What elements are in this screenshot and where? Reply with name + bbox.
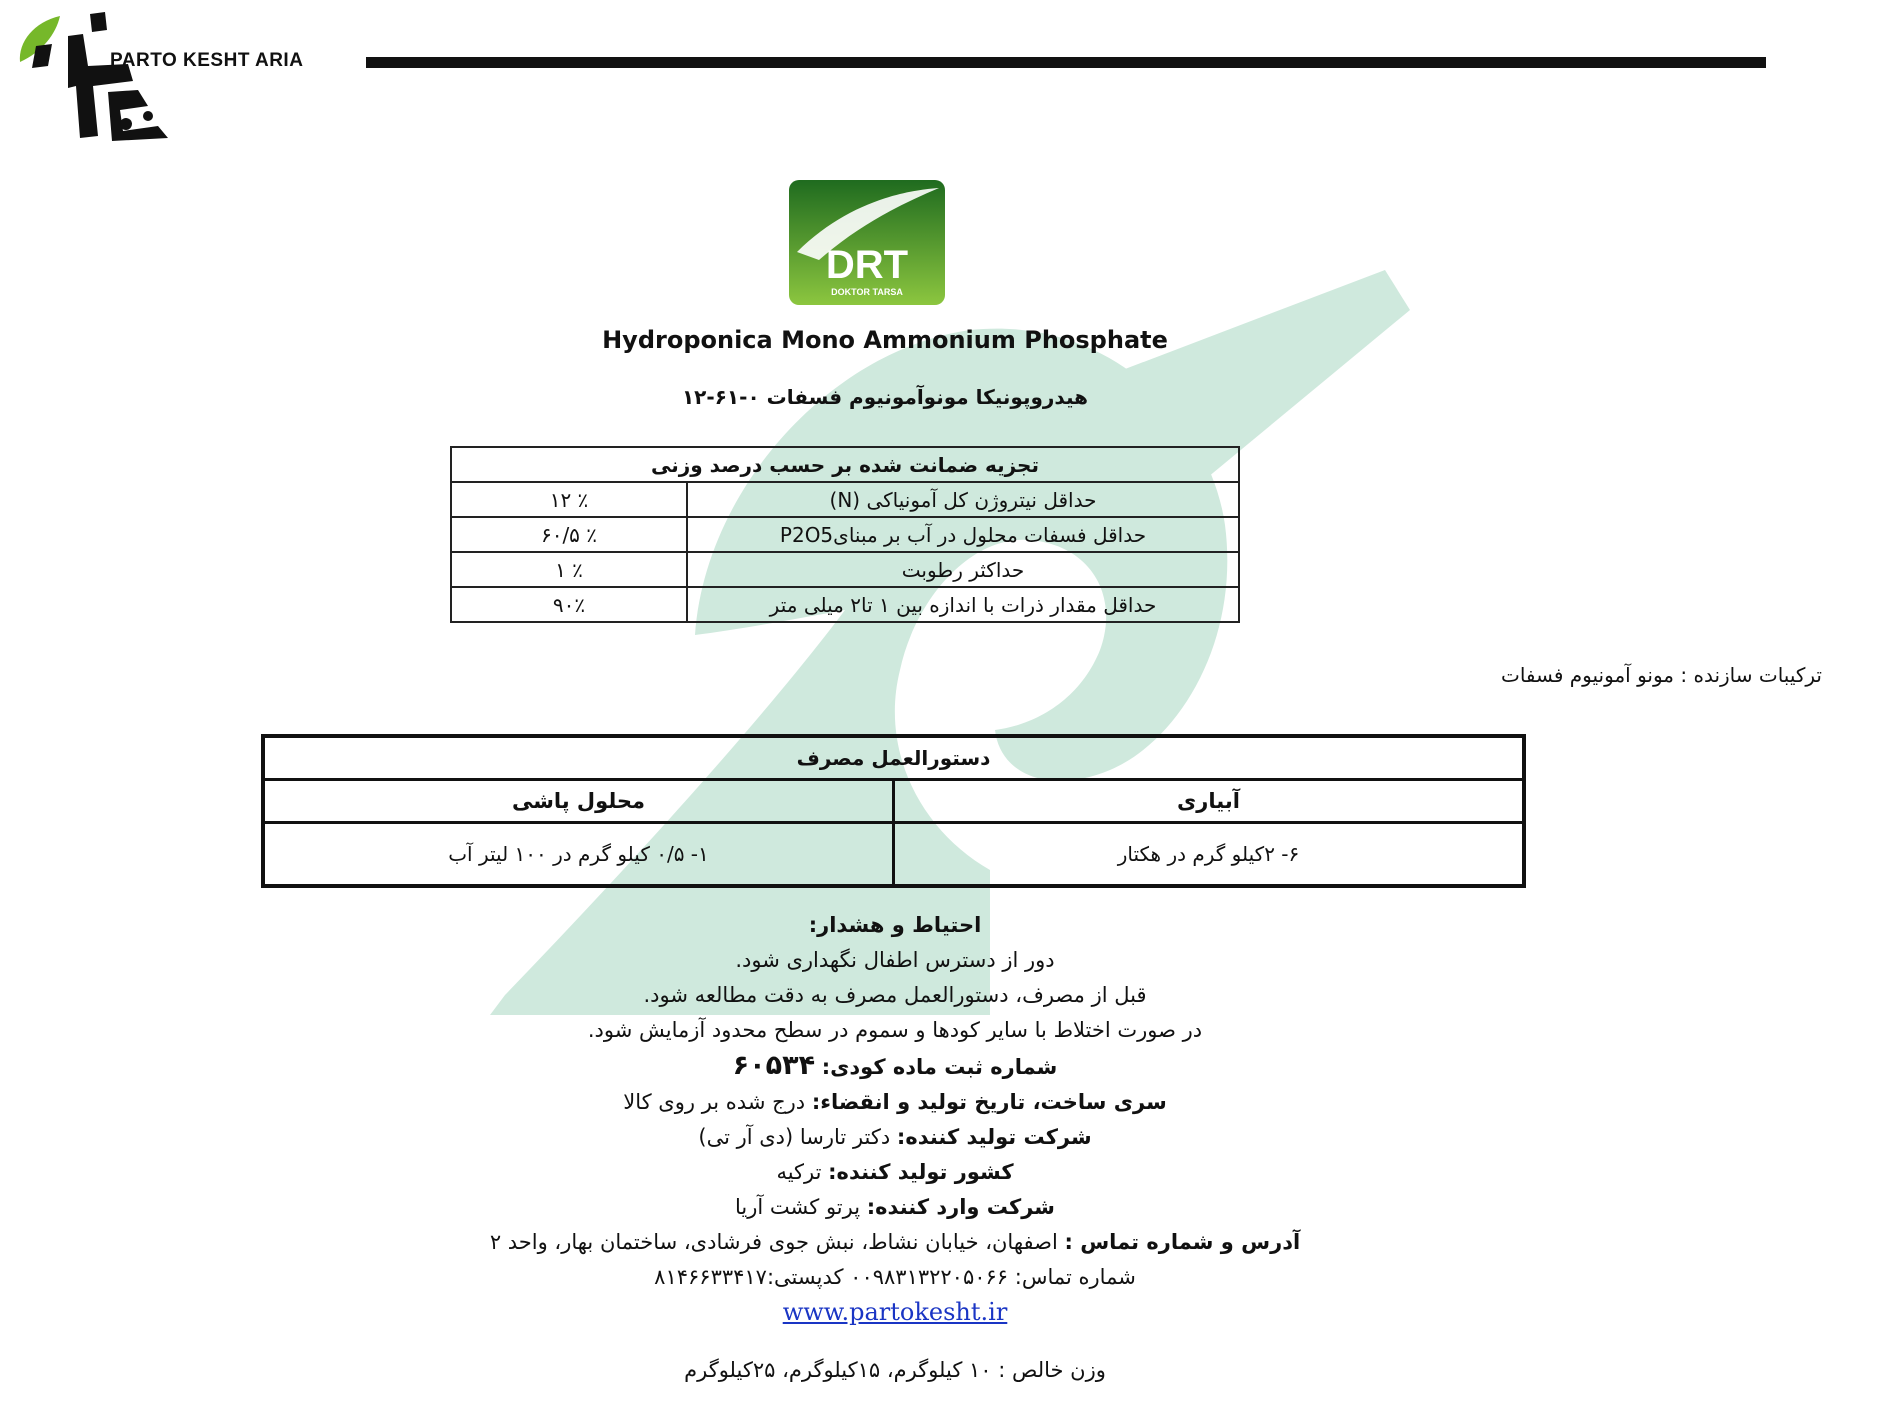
usage-table-header (263, 736, 1524, 780)
guaranteed-analysis-table (450, 446, 1240, 623)
registration-number: ۶۰۵۳۴ (732, 1050, 816, 1081)
country-label: کشور تولید کننده: (828, 1160, 1014, 1184)
analysis-heading: تجزیه ضمانت شده بر حسب درصد وزنی (451, 447, 1239, 482)
drt-brand-logo (789, 180, 945, 305)
analysis-value: ۹۰٪ (451, 587, 687, 622)
importer-line (0, 1190, 1790, 1225)
registration-label: شماره ثبت ماده کودی: (821, 1055, 1058, 1079)
warning-line: در صورت اختلاط با سایر کودها و سموم در سطح محدود آزمایش شود. (587, 1018, 1203, 1042)
website-line (0, 1295, 1790, 1331)
warning-title: احتیاط و هشدار: (808, 913, 982, 937)
analysis-row (451, 482, 1239, 517)
importer-label: شرکت وارد کننده: (866, 1195, 1055, 1219)
batch-label: سری ساخت، تاریخ تولید و انقضاء: (811, 1090, 1167, 1114)
producer-label: شرکت تولید کننده: (896, 1125, 1092, 1149)
usage-values-row (263, 823, 1524, 887)
address-line (0, 1225, 1790, 1260)
analysis-value: ٪ ۱۲ (451, 482, 687, 517)
drt-brand-subtitle: DOKTOR TARSA (831, 287, 903, 297)
usage-columns-row (263, 780, 1524, 823)
importer-value: پرتو کشت آریا (735, 1195, 861, 1219)
usage-value-foliar-spray: ۱- ۰/۵ کیلو گرم در ۱۰۰ لیتر آب (263, 823, 894, 887)
drt-brand-text: DRT (825, 243, 909, 287)
analysis-value: ٪ ۱ (451, 552, 687, 587)
analysis-label: حداقل فسفات محلول در آب بر مبنایP2O5 (687, 517, 1239, 552)
product-title-persian: هیدروپونیکا مونوآمونیوم فسفات ۰-۶۱-۱۲ (681, 385, 1089, 409)
analysis-label: حداقل نیتروژن کل آمونیاکی (N) (687, 482, 1239, 517)
warning-line: قبل از مصرف، دستورالعمل مصرف به دقت مطالعه شود. (643, 983, 1147, 1007)
country-value: ترکیه (776, 1160, 822, 1184)
analysis-label: حداقل مقدار ذرات با اندازه بین ۱ تا۲ میلی متر (687, 587, 1239, 622)
usage-value-irrigation: ۶- ۲کیلو گرم در هکتار (894, 823, 1525, 887)
country-line (0, 1155, 1790, 1190)
parto-kesht-logo-icon (8, 6, 198, 141)
composition-text: ترکیبات سازنده : مونو آمونیوم فسفات (1501, 663, 1822, 687)
product-title-english: Hydroponica Mono Ammonium Phosphate (602, 326, 1168, 354)
usage-instructions-table (261, 734, 1526, 888)
analysis-row (451, 552, 1239, 587)
product-info-block (0, 908, 1790, 1388)
phone-line: شماره تماس: ۰۰۹۸۳۱۳۲۲۰۵۰۶۶ کدپستی:۸۱۴۶۶۳۳۴۱۷ (654, 1265, 1136, 1289)
usage-column-irrigation: آبیاری (894, 780, 1525, 823)
net-weight: وزن خالص : ۱۰ کیلوگرم، ۱۵کیلوگرم، ۲۵کیلوگرم (684, 1358, 1106, 1382)
header-divider (366, 57, 1766, 68)
usage-heading: دستورالعمل مصرف (263, 736, 1524, 780)
website-link[interactable]: www.partokesht.ir (782, 1298, 1008, 1326)
usage-column-foliar-spray: محلول پاشی (263, 780, 894, 823)
batch-line (0, 1085, 1790, 1120)
analysis-label: حداکثر رطوبت (687, 552, 1239, 587)
address-value: اصفهان، خیابان نشاط، نبش جوی فرشادی، ساختمان بهار، واحد ۲ (489, 1230, 1058, 1254)
batch-value: درج شده بر روی کالا (623, 1090, 806, 1114)
analysis-value: ٪ ۶۰/۵ (451, 517, 687, 552)
analysis-row (451, 517, 1239, 552)
analysis-table-header (451, 447, 1239, 482)
producer-value: دکتر تارسا (دی آر تی) (698, 1125, 891, 1149)
analysis-row (451, 587, 1239, 622)
warning-line: دور از دسترس اطفال نگهداری شود. (735, 948, 1055, 972)
registration-line (0, 1048, 1790, 1085)
address-label: آدرس و شماره تماس : (1064, 1230, 1301, 1254)
company-name: PARTO KESHT ARIA (110, 50, 304, 71)
producer-line (0, 1120, 1790, 1155)
